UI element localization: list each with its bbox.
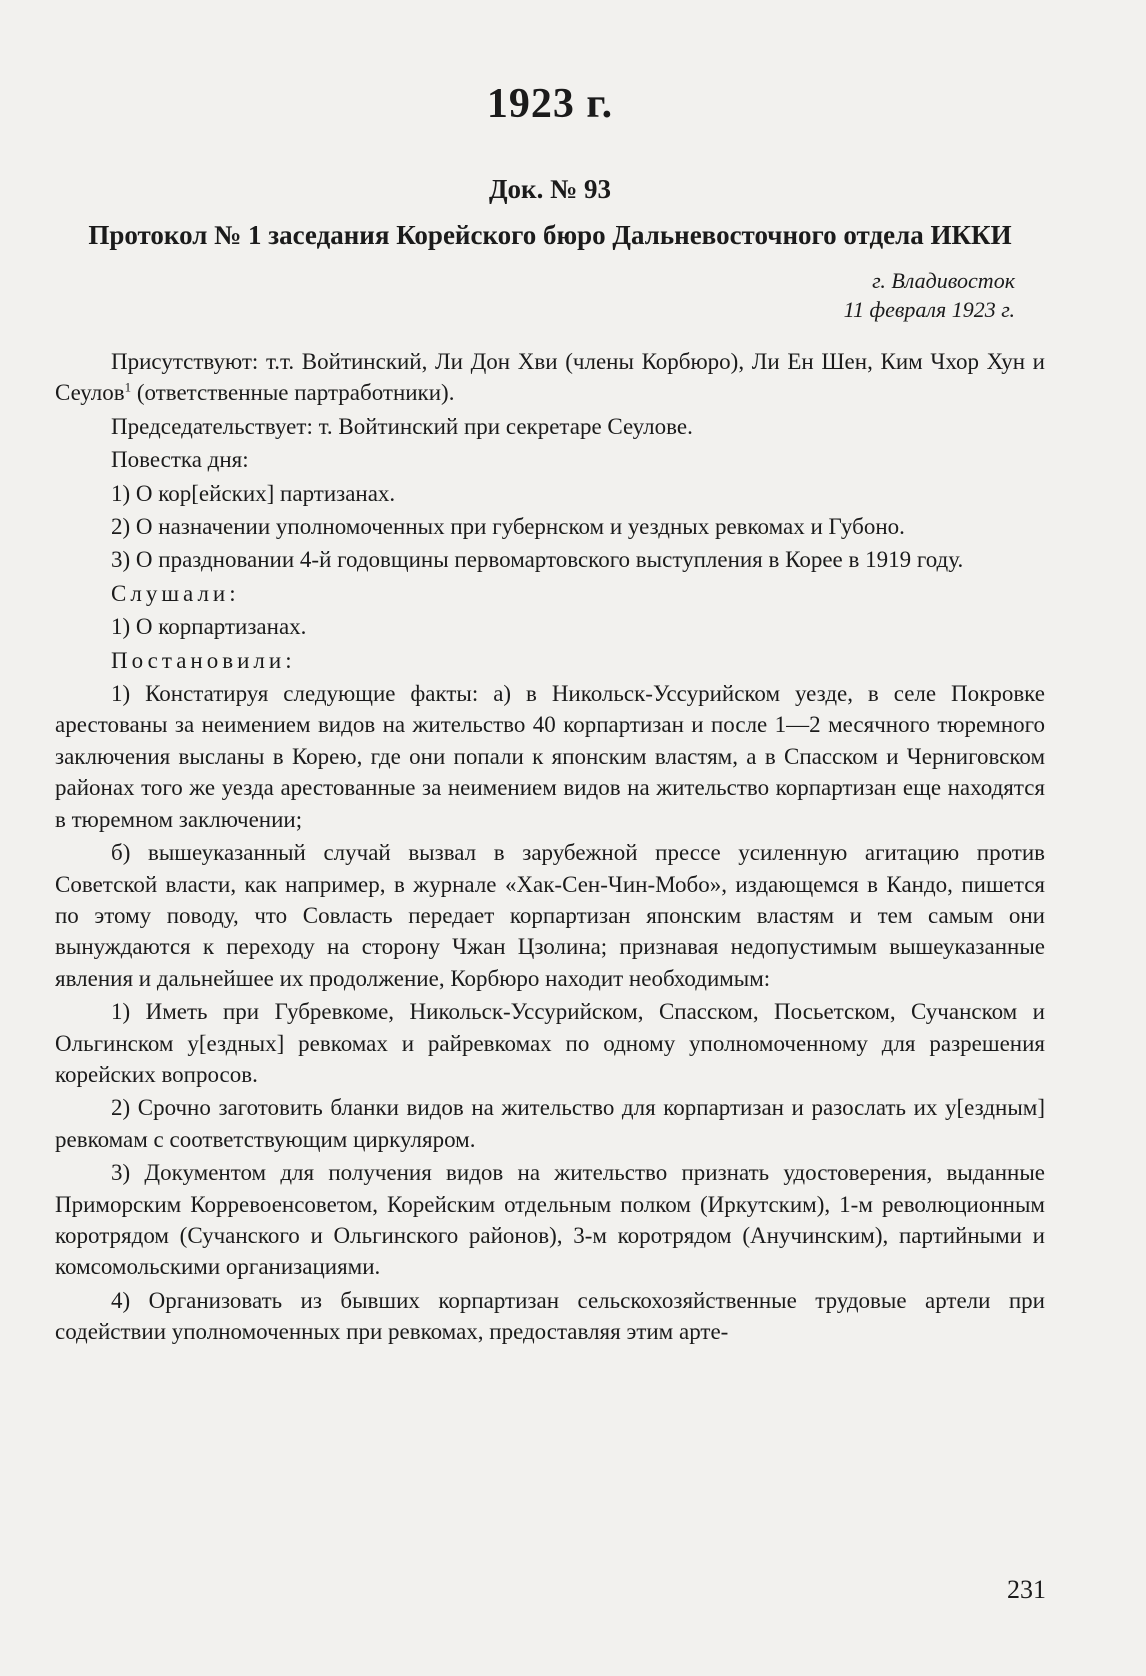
chair-paragraph: Председательствует: т. Войтинский при секретаре Сеулове. xyxy=(111,413,693,439)
resolution-item-4: 4) Организовать из бывших корпартизан сельскохозяйственные трудовые артели при содействии уполномоченных при ревкомах, предоставляя этим арте- xyxy=(55,1287,1045,1345)
footnote-marker: 1 xyxy=(124,379,132,395)
resolution-item-2: 2) Срочно заготовить бланки видов на жительство для корпартизан и разослать их у[ездным] ревкомам с соответствующим циркуляром. xyxy=(55,1095,1045,1152)
document-number: Док. № 93 xyxy=(488,174,611,204)
agenda-item-2: 2) О назначении уполномоченных при губернском и уездных ревкомах и Губоно. xyxy=(111,514,905,540)
document-body xyxy=(55,346,1045,1348)
agenda-item-3: 3) О праздновании 4-й годовщины первомартовского выступления в Корее в 1919 году. xyxy=(111,547,964,573)
present-paragraph xyxy=(55,346,1045,409)
page-number: 231 xyxy=(1007,1575,1046,1604)
resolution-1: 1) Констатируя следующие факты: а) в Никольск-Уссурийском уезде, в селе Покровке арестованы за неимением видов на жительство 40 корпартизан и после 1—2 месячного тюремного заключения высланы в Корею, где они попали к японским властям, а в Спасском и Черниговском районах того же уезда арестованные за неимением видов на жительство корпартизан еще находятся в тюремном заключении; xyxy=(55,681,1045,832)
document-date: 11 февраля 1923 г. xyxy=(843,297,1015,322)
resolution-b: б) вышеуказанный случай вызвал в зарубежной прессе усиленную агитацию против Советской власти, как например, в журнале «Хак-Сен-Чин-Мобо», издающемся в Кандо, пишется по этому поводу, что Совласть передает корпартизан японским властям и тем самым они вынуждаются к переходу на сторону Чжан Цзолина; признавая недопустимым вышеуказанные явления и дальнейшее их продолжение, Корбюро находит необходимым: xyxy=(55,840,1045,991)
resolved-heading: Постановили: xyxy=(111,647,296,673)
present-text: Присутствуют: т.т. Войтинский, Ли Дон Хви (члены Корбюро), Ли Ен Шен, Ким Чхор Хун и Сеулов xyxy=(55,349,1045,406)
resolution-item-1: 1) Иметь при Губревкоме, Никольск-Уссурийском, Спасском, Посьетском, Сучанском и Ольгинском у[ездных] ревкомах и райревкомах по одному уполномоченному для разрешения корейских вопросов. xyxy=(55,999,1045,1087)
document-place: г. Владивосток xyxy=(872,268,1015,293)
agenda-item-1: 1) О кор[ейских] партизанах. xyxy=(111,480,396,506)
heard-item-1: 1) О корпартизанах. xyxy=(111,614,307,640)
place-date-block xyxy=(55,266,1045,324)
present-text-end: (ответственные партработники). xyxy=(131,380,455,406)
page-content xyxy=(55,70,1045,1350)
document-title: Протокол № 1 заседания Корейского бюро Дальневосточного отдела ИККИ xyxy=(88,220,1012,250)
resolution-item-3: 3) Документом для получения видов на жительство признать удостоверения, выданные Приморским Корревоенсоветом, Корейским отдельным полком (Иркутским), 1-м революционным коротрядом (Сучанского и Ольгинского районов), 3-м коротрядом (Анучинским), партийными и комсомольскими организациями. xyxy=(55,1160,1045,1280)
agenda-heading: Повестка дня: xyxy=(111,447,249,473)
heard-heading: Слушали: xyxy=(111,580,240,606)
year-heading: 1923 г. xyxy=(486,81,614,127)
